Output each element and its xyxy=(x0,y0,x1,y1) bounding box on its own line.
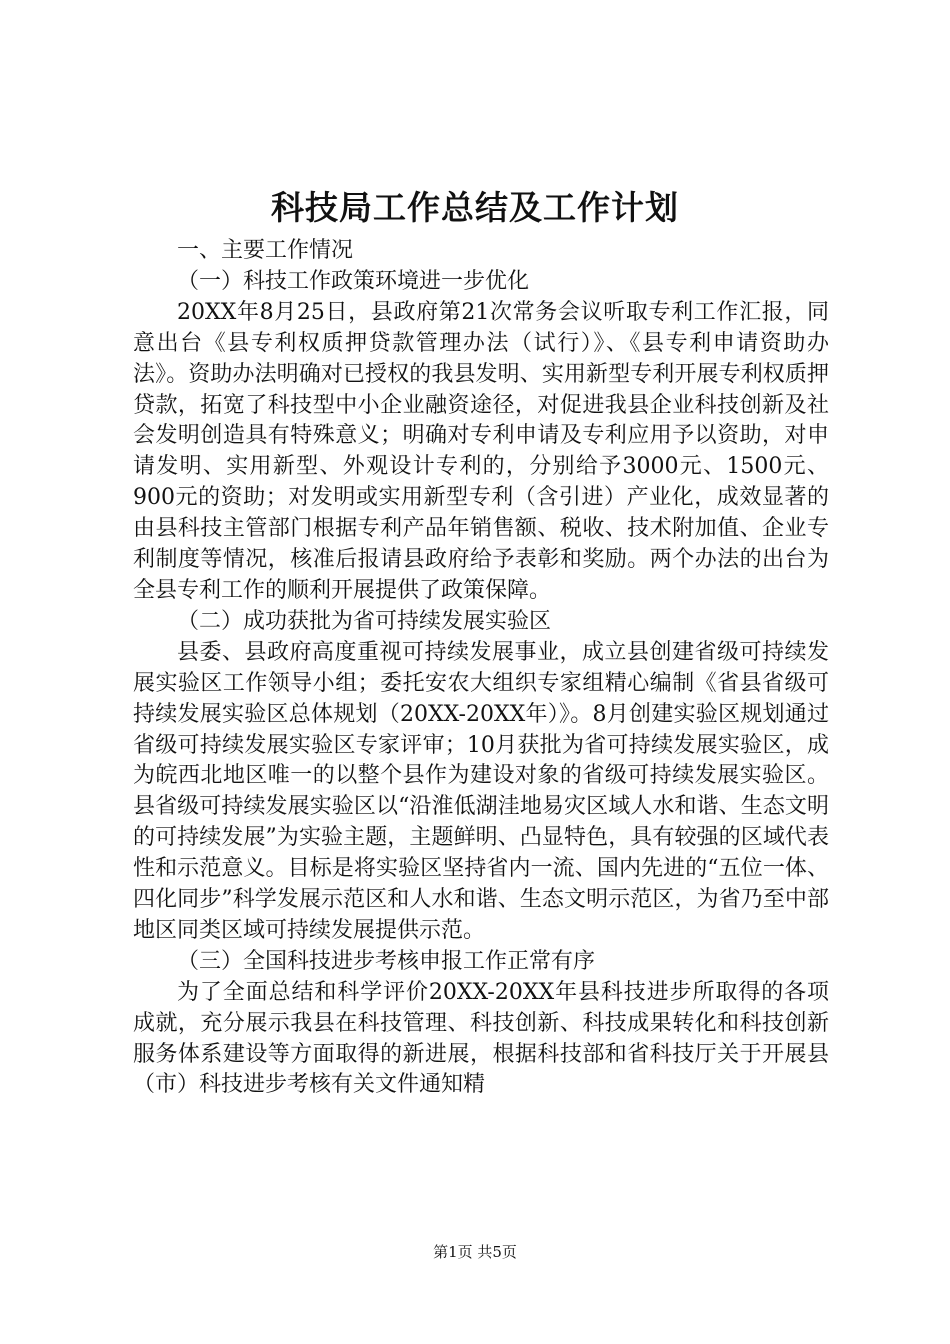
paragraph: 县委、县政府高度重视可持续发展事业，成立县创建省级可持续发展实验区工作领导小组；委托安农大组织专家组精心编制《省县省级可持续发展实验区总体规划（20XX-20XX年）》。8月创建实验区规划通过省级可持续发展实验区专家评审；10月获批为省可持续发展实验区，成为皖西北地区唯一的以整个县作为建设对象的省级可持续发展实验区。县省级可持续发展实验区以“沿淮低湖洼地易灾区域人水和谐、生态文明的可持续发展”为实验主题，主题鲜明、凸显特色，具有较强的区域代表性和示范意义。目标是将实验区坚持省内一流、国内先进的“五位一体、四化同步”科学发展示范区和人水和谐、生态文明示范区，为省乃至中部地区同类区域可持续发展提供示范。 xyxy=(133,639,829,943)
page-number-footer: 第1页 共5页 xyxy=(433,1243,517,1261)
subsection-heading: （三）全国科技进步考核申报工作正常有序 xyxy=(177,948,596,974)
paragraph: 20XX年8月25日，县政府第21次常务会议听取专利工作汇报，同意出台《县专利权质押贷款管理办法（试行）》、《县专利申请资助办法》。资助办法明确对已授权的我县发明、实用新型专利开展专利权质押贷款，拓宽了科技型中小企业融资途径，对促进我县企业科技创新及社会发明创造具有特殊意义；明确对专利申请及专利应用予以资助，对申请发明、实用新型、外观设计专利的，分别给予3000元、1500元、900元的资助；对发明或实用新型专利（含引进）产业化，成效显著的由县科技主管部门根据专利产品年销售额、税收、技术附加值、企业专利制度等情况，核准后报请县政府给予表彰和奖励。两个办法的出台为全县专利工作的顺利开展提供了政策保障。 xyxy=(133,299,829,603)
subsection-heading: （一）科技工作政策环境进一步优化 xyxy=(177,268,530,294)
document-title: 科技局工作总结及工作计划 xyxy=(271,188,679,227)
subsection-heading: （二）成功获批为省可持续发展实验区 xyxy=(177,608,552,634)
document-body xyxy=(133,236,829,1101)
paragraph: 为了全面总结和科学评价20XX-20XX年县科技进步所取得的各项成就，充分展示我县在科技管理、科技创新、科技成果转化和科技创新服务体系建设等方面取得的新进展，根据科技部和省科技厅关于开展县（市）科技进步考核有关文件通知精 xyxy=(133,979,829,1098)
section-heading: 一、主要工作情况 xyxy=(177,238,354,263)
